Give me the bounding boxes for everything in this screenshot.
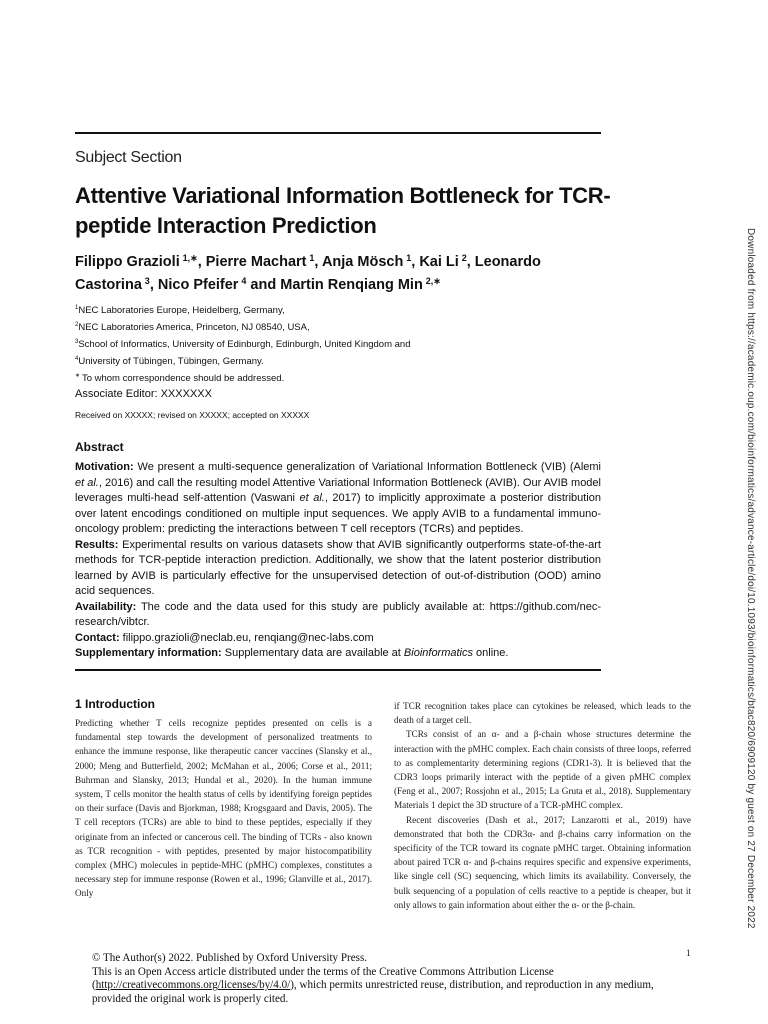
author: Martin Renqiang Min $^{2,∗}$ xyxy=(280,276,441,293)
correspondence-note: ∗ To whom correspondence should be addressed. xyxy=(75,373,285,384)
paper-title: Attentive Variational Information Bottleneck for TCR-peptide Interaction Prediction xyxy=(75,183,611,238)
abstract-availability: Availability: The code and the data used for this study are publicly available at: https://github.com/nec-research/vibtcr. xyxy=(75,600,601,628)
affiliation: $^4$University of Tübingen, Tübingen, Germany. xyxy=(75,356,264,367)
author: Nico Pfeifer $^4$ and xyxy=(157,276,281,293)
download-watermark: Downloaded from https://academic.oup.com/bioinformatics/advance-article/doi/10.1093/bioinformatics/btac820/6909120 by guest on 27 December 2022 xyxy=(745,228,756,929)
intro-paragraph: if TCR recognition takes place can cytokines be released, which leads to the death of a target cell. xyxy=(394,701,691,726)
abstract-results: Results: Experimental results on various datasets show that AVIB significantly outperforms state-of-the-art methods for TCR-peptide interaction prediction. Additionally, we show that the latent posterior distribution learned by AVIB is particularly effective for the unsupervised detection of out-of-distribution (OOD) amino acid sequences. xyxy=(75,538,601,597)
license-link[interactable]: http://creativecommons.org/licenses/by/4.0/ xyxy=(95,979,291,992)
abstract-heading: Abstract xyxy=(75,440,124,454)
abstract-motivation: Motivation: We present a multi-sequence generalization of Variational Information Bottleneck (VIB) (Alemi et al., 2016) and call the resulting model Attentive Variational Information Bottleneck (AVIB). Our AVIB model leverages multi-head self-attention (Vaswani et al., 2017) to implicitly approximate a posterior distribution over latent encodings conditioned on multiple input sequences. We apply AVIB to a fundamental immuno-oncology problem: predicting the interactions between T cell receptors (TCRs) and peptides. xyxy=(75,461,601,535)
affiliation: $^2$NEC Laboratories America, Princeton, NJ 08540, USA, xyxy=(75,322,310,333)
intro-paragraph: Predicting whether T cells recognize peptides presented on cells is a fundamental step towards the development of personalized treatments to enhance the immune response, like therapeutic cancer vaccines (Slansky et al., 2000; Meng and Butterfield, 2002; McMahan et al., 2006; Corse et al., 2011; Buhrman and Slansky, 2013; Hundal et al., 2020). In the human immune system, T cells monitor the health status of cells by identifying foreign peptides on their surface (Davis and Bjorkman, 1988; Krogsgaard and Davis, 2005). The T cell receptors (TCRs) are able to bind to these peptides, especially if they originate from an infected or cancerous cell. The binding of TCRs - also known as TCR recognition - with peptides, presented by major histocompatibility complex (MHC) molecules in peptide-MHC (pMHC) complexes, constitutes a necessary step for immune response (Rowen et al., 1996; Glanville et al., 2017). Only xyxy=(75,718,372,899)
header-rule xyxy=(75,132,601,134)
license-footer xyxy=(92,952,712,1007)
license-line: This is an Open Access article distributed under the terms of the Creative Commons Attribution License xyxy=(92,965,554,978)
abstract-supplementary: Supplementary information: Supplementary data are available at Bioinformatics online. xyxy=(75,647,509,659)
introduction-heading: 1 Introduction xyxy=(75,697,155,711)
abstract-body xyxy=(75,460,601,662)
author: Filippo Grazioli $^{1,∗}$, xyxy=(75,253,206,270)
subject-section-label: Subject Section xyxy=(75,149,182,166)
affiliations xyxy=(75,301,411,369)
intro-paragraph: Recent discoveries (Dash et al., 2017; Lanzarotti et al., 2019) have demonstrated that both the CDR3α- and β-chains carry information on the specificity of the TCR toward its cognate pMHC target. Obtaining information about paired TCR α- and β-chains requires specific and expensive experiments, like single cell (SC) sequencing, which limits its availability. Conversely, the bulk sequencing of a population of cells reactive to a peptide is cheaper, but it only allows to gain information about either the α- or the β-chain. xyxy=(394,814,691,910)
intro-paragraph: TCRs consist of an α- and a β-chain whose structures determine the interaction with the pMHC complex. Each chain consists of three loops, referred to as complementarity determining regions (CDR1-3). It is believed that the CDR3 loops primarily interact with the peptide of a given pMHC complex (Feng et al., 2007; Rossjohn et al., 2015; La Gruta et al., 2018). Supplementary Materials 1 depict the 3D structure of a TCR-pMHC complex. xyxy=(394,729,691,811)
abstract-contact: Contact: filippo.grazioli@neclab.eu, renqiang@nec-labs.com xyxy=(75,631,374,644)
associate-editor: Associate Editor: XXXXXXX xyxy=(75,388,212,400)
license-line: provided the original work is properly cited. xyxy=(92,993,289,1006)
license-line: (http://creativecommons.org/licenses/by/4.0/), which permits unrestricted reuse, distribution, and reproduction in any medium, xyxy=(92,979,654,992)
intro-left-column xyxy=(75,716,372,901)
author: Kai Li $^2$, xyxy=(419,253,475,270)
affiliation: $^1$NEC Laboratories Europe, Heidelberg, Germany, xyxy=(75,305,285,316)
copyright-line: © The Author(s) 2022. Published by Oxford University Press. xyxy=(92,952,368,964)
author: Pierre Machart $^1$, xyxy=(205,253,322,270)
author: Anja Mösch $^1$, xyxy=(321,253,420,270)
intro-right-column xyxy=(394,699,691,912)
abstract-rule xyxy=(75,669,601,671)
author: Leonardo Castorina $^3$, xyxy=(75,254,541,293)
author-list xyxy=(75,249,605,295)
affiliation: $^3$School of Informatics, University of Edinburgh, Edinburgh, United Kingdom and xyxy=(75,339,411,350)
page-number: 1 xyxy=(686,948,691,958)
received-dates: Received on XXXXX; revised on XXXXX; accepted on XXXXX xyxy=(75,410,310,420)
